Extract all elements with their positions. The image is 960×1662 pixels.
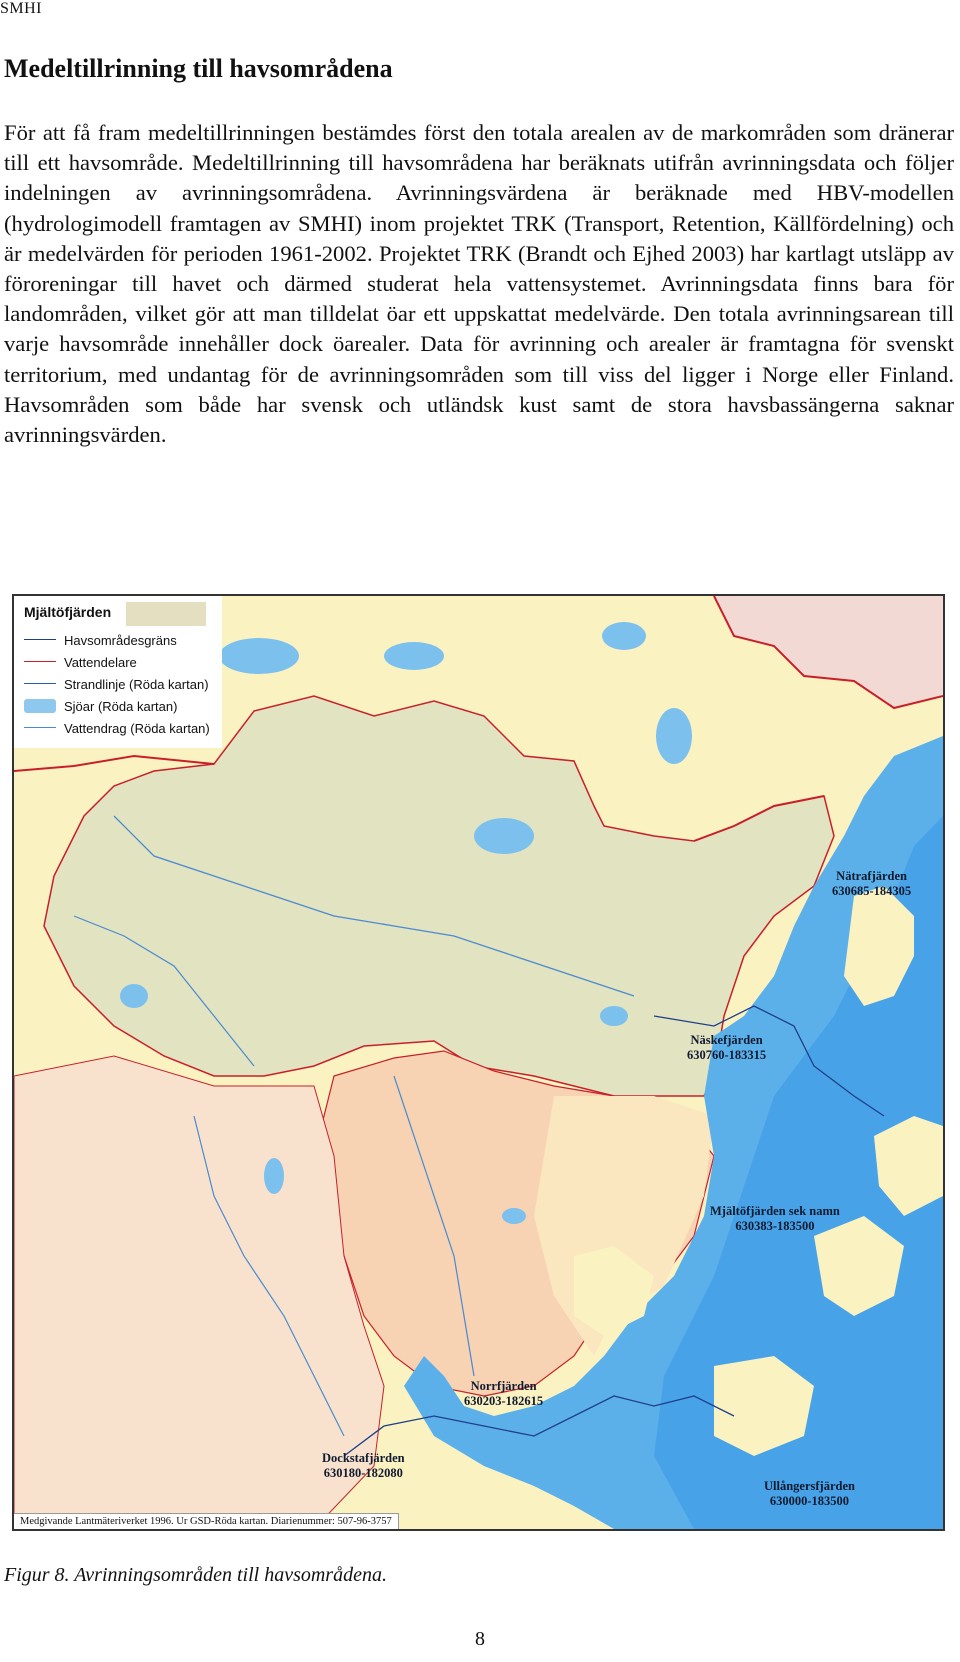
lake-6 — [120, 984, 148, 1008]
lake-2 — [384, 642, 444, 670]
sea-area-name: Nätrafjärden — [836, 869, 907, 883]
header-label: SMHI — [0, 0, 43, 17]
legend-item-sjoar — [24, 696, 177, 716]
map-label-naskefjarden — [687, 1033, 766, 1063]
sea-area-code: 630685-184305 — [832, 884, 912, 898]
page-number: 8 — [475, 1628, 485, 1650]
sea-area-name: Dockstafjärden — [322, 1451, 405, 1465]
map-credit: Medgivande Lantmäteriverket 1996. Ur GSD-Röda kartan. Diarienummer: 507-96-3757 — [14, 1513, 399, 1529]
lake-3 — [602, 622, 646, 650]
map-legend — [14, 596, 222, 748]
legend-label: Sjöar (Röda kartan) — [64, 698, 178, 714]
lake-7 — [264, 1158, 284, 1194]
catchment-map — [12, 594, 945, 1531]
page-title: Medeltillrinning till havsområdena — [4, 54, 393, 83]
legend-label: Vattendelare — [64, 654, 137, 670]
legend-label: Havsområdesgräns — [64, 632, 177, 648]
sea-area-name: Ullångersfjärden — [764, 1479, 855, 1493]
sea-area-name: Näskefjärden — [690, 1033, 763, 1047]
sea-area-code: 630760-183315 — [687, 1048, 767, 1062]
lake-1 — [219, 638, 299, 674]
legend-area-swatch — [126, 602, 206, 626]
map-label-ullangersfjarden — [764, 1479, 855, 1509]
sea-area-code: 630203-182615 — [464, 1394, 544, 1408]
legend-title: Mjältöfjärden — [24, 604, 112, 620]
sea-area-name: Mjältöfjärden sek namn — [710, 1204, 840, 1218]
figure-caption: Figur 8. Avrinningsområden till havsområdena. — [4, 1564, 387, 1586]
legend-label: Strandlinje (Röda kartan) — [64, 676, 209, 692]
lake-5 — [474, 818, 534, 854]
sea-area-code: 630383-183500 — [735, 1219, 815, 1233]
legend-item-vattendrag — [24, 718, 210, 738]
map-label-mjaltofjarden — [710, 1204, 840, 1234]
sea-area-code: 630000-183500 — [769, 1494, 850, 1508]
sea-area-code: 630180-182080 — [323, 1466, 403, 1480]
map-label-norrfjarden — [464, 1379, 543, 1409]
map-label-dockstafjarden — [322, 1451, 405, 1481]
legend-item-havsomradesgrans — [24, 630, 177, 650]
lake-9 — [600, 1006, 628, 1026]
map-label-natrafjarden — [832, 869, 911, 899]
legend-item-strandlinje — [24, 674, 209, 694]
sea-area-name: Norrfjärden — [470, 1379, 537, 1393]
lake-8 — [502, 1208, 526, 1224]
legend-label: Vattendrag (Röda kartan) — [64, 720, 210, 736]
lake-4 — [656, 708, 692, 764]
body-paragraph: För att få fram medeltillrinningen bestämdes först den totala arealen av de markområden som dränerar till ett havsområde. Medeltillrinning till havsområdena har beräknats utifrån avrinningsdata och följer indelningen av avrinningsområdena. Avrinningsvärdena är beräknade med HBV-modellen (hydrologimodell framtagen av SMHI) inom projektet TRK (Transport, Retention, Källfördelning) och är medelvärden för perioden 1961-2002. Projektet TRK (Brandt och Ejhed 2003) har kartlagt utsläpp av föroreningar till havet och därmed studerat hela vattensystemet. Avrinningsdata finns bara för landområden, vilket gör att man tilldelat öar ett uppskattat medelvärde. Den totala avrinningsarean till varje havsområde innehåller dock öarealer. Data för avrinning och arealer är framtagna för svenskt territorium, med undantag för de avrinningsområden som till viss del ligger i Norge eller Finland. Havsområden som både har svensk och utländsk kust samt de stora havsbassängerna saknar avrinningsvärden. — [4, 120, 954, 448]
legend-item-vattendelare — [24, 652, 137, 672]
